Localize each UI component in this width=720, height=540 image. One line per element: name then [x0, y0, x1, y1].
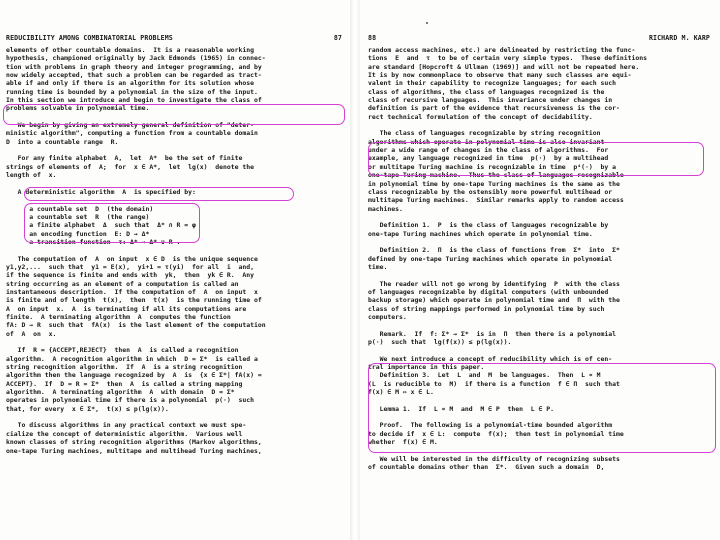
text-line: Definition 2. Π is the class of functions from Σ* into Σ* [368, 246, 620, 255]
text-line [368, 321, 716, 329]
text-line: Definition 1. P is the class of languages recognizable by [368, 221, 609, 230]
text-line: problems solvable in polynomial time. [6, 104, 150, 113]
text-line: ministic algorithm", computing a function from a countable domain [6, 129, 258, 138]
text-line: algorithm then the language recognized by A is {x ∈ Σ*| fA(x) = [6, 371, 262, 380]
text-line: known classes of string recognition algorithms (Markov algorithms, [6, 438, 262, 447]
text-line: Proof. The following is a polynomial-time bounded algorithm [368, 421, 613, 430]
text-line: one-tape Turing machines, multitape and multihead Turing machines, [6, 446, 262, 455]
text-line: The reader will not go wrong by identifying P with the class [368, 279, 620, 288]
text-line: example, any language recognized in time p(·) by a multihead [368, 154, 609, 163]
highlight-reducibility-definition [368, 363, 716, 453]
scan-speck [426, 22, 428, 24]
text-line: able if and only if there is an algorithm for its solution whose [6, 79, 255, 88]
text-line: D into a countable range R. [6, 137, 119, 146]
text-line: one-tape Turing machine. Thus the class of languages recognizable [368, 171, 624, 180]
text-line: random access machines, etc.) are delineated by restricting the func- [368, 46, 636, 54]
text-line: machines. [368, 204, 403, 213]
text-line: class of string mappings performed in polynomial time by such [368, 304, 605, 313]
text-line: running time is bounded by a polynomial in the size of the input. [6, 87, 258, 96]
text-line: of A on x. [6, 329, 57, 338]
book-gutter [350, 0, 360, 540]
text-line: ACCEPT}. If D = R = Σ* then A is called a string mapping [6, 379, 243, 388]
text-line: Definition 3. Let L and M be languages. Then L ∝ M [368, 371, 601, 380]
highlight-polynomial-class [3, 104, 345, 125]
highlight-deterministic-algorithm [24, 187, 294, 201]
right-page [360, 0, 720, 540]
text-line: definition is part of the evidence that recursiveness is the cor- [368, 104, 620, 113]
text-line: (L is reducible to M) if there is a function f ∈ Π such that [368, 379, 620, 388]
text-line: now widely accepted, that such a problem can be regarded as tract- [6, 71, 262, 80]
text-line: tral importance in this paper. [368, 363, 485, 372]
text-line: instantaneous description. If the computation of A on input x [6, 287, 258, 296]
text-line: strings of elements of A; for x ∈ A*, let lg(x) denote the [6, 162, 255, 171]
text-line: We will be interested in the difficulty of recognizing subsets [368, 454, 620, 463]
text-line: defined by one-tape Turing machines which operate in polynomial [368, 254, 613, 263]
text-line: It is by now commonplace to observe that many such classes are equi- [368, 71, 632, 80]
text-line: elements of other countable domains. It is a reasonable working [6, 46, 255, 54]
text-line: time. [368, 262, 388, 271]
text-line: The class of languages recognizable by string recognition [368, 129, 601, 138]
text-line: string recognition algorithm. If A is a string recognition [6, 363, 243, 372]
text-line: algorithm. A terminating algorithm A with domain D = Σ* [6, 388, 235, 397]
text-line: finite. A terminating algorithm A computes the function [6, 313, 231, 321]
text-line: We begin by giving an extremely general definition of "deter- [6, 121, 255, 130]
text-line [368, 271, 716, 279]
text-line: of languages recognizable by digital computers (with unbounded [368, 287, 609, 296]
text-line: one-tape Turing machines which operate in polynomial time. [368, 229, 593, 238]
text-line [368, 121, 716, 129]
text-line: backup storage) which operate in polynomial time and Π with the [368, 296, 620, 305]
text-line: length of x. [6, 171, 57, 180]
text-line: cialize the concept of deterministic algorithm. Various well [6, 429, 243, 438]
text-line: to decide if x ∈ L: compute f(x); then test in polynomial time [368, 429, 624, 438]
text-line: or multitape Turing machine is recognizable in time p⁴(·) by a [368, 162, 617, 171]
text-line: To discuss algorithms in any practical context we must spe- [6, 421, 247, 430]
text-line [6, 338, 344, 346]
left-page [0, 0, 350, 540]
text-line [368, 213, 716, 221]
text-line [368, 238, 716, 246]
text-line: We next introduce a concept of reducibility which is of cen- [368, 354, 613, 363]
text-line [368, 346, 716, 354]
text-line: y1,y2,... such that y1 = E(x), yi+1 = τ(yi) for all i and, [6, 262, 255, 271]
highlight-algorithm-components [24, 203, 200, 243]
text-line: that, for every x ∈ Σ*, t(x) ≤ p(lg(x)). [6, 404, 169, 413]
running-title: REDUCIBILITY AMONG COMBINATORIAL PROBLEMS [6, 34, 173, 42]
text-line: tions E and τ to be of certain very simple types. These definitions [368, 54, 648, 63]
text-line: a countable set R (the range) [6, 212, 150, 221]
text-line: multitape Turing machines. Similar remarks apply to random access [368, 196, 624, 205]
text-line: fA: D → R such that fA(x) is the last element of the computation [6, 321, 266, 330]
running-title: RICHARD M. KARP [648, 34, 710, 42]
text-line: string occurring as an element of a computation is called an [6, 279, 239, 288]
text-line: Remark. If f: Σ* → Σ* is in Π then there is a polynomial [368, 329, 617, 338]
text-line: In this section we introduce and begin to investigate the class of [6, 96, 262, 105]
text-line: class recognizable by the ostensibly more powerful multihead or [368, 187, 613, 196]
text-line: hypothesis, championed originally by Jack Edmonds (1965) in connec- [6, 54, 266, 63]
text-line: of countable domains other than Σ*. Given such a domain D, [368, 463, 605, 472]
text-line [6, 413, 344, 421]
text-line [6, 146, 344, 154]
text-line: algorithm. A recognition algorithm in which D = Σ* is called a [6, 354, 258, 363]
text-line: A deterministic algorithm A is specified by: [6, 187, 196, 196]
text-line [6, 246, 344, 254]
text-line: computers. [368, 313, 407, 321]
text-line: If R = {ACCEPT,REJECT} then A is called a recognition [6, 346, 239, 355]
text-line: operates in polynomial time if there is a polynomial p(·) such [6, 396, 255, 405]
text-line: are standard [Hopcroft & Ullman (1969)] and will not be repeated here. [368, 62, 640, 71]
text-line: class of recursive languages. This invariance under changes in [368, 96, 613, 105]
text-line: rect technical formulation of the concept of decidability. [368, 112, 593, 121]
text-line: is finite and of length t(x), then t(x) is the running time of [6, 296, 262, 305]
text-line: A on input x. A is terminating if all its computations are [6, 304, 247, 313]
text-line: algorithms which operate in polynomial time is also invariant [368, 137, 605, 146]
text-line: if the sequence is finite and ends with yk, then yk ∈ R. Any [6, 271, 255, 280]
text-line: a finite alphabet Δ such that Δ* ∩ R = φ [6, 221, 196, 230]
text-line: an encoding function E: D → Δ* [6, 229, 150, 238]
text-line: tion with problems in graph theory and integer programming, and by [6, 62, 262, 71]
text-line: p(·) such that lg(f(x)) ≤ p(lg(x)). [368, 338, 512, 347]
highlight-polynomial-invariance [368, 142, 704, 176]
text-line: under a wide range of changes in the class of algorithms. For [368, 146, 609, 155]
text-line: f(x) ∈ M ⇔ x ∈ L. [368, 388, 434, 397]
text-line: a countable set D (the domain) [6, 204, 154, 213]
text-line: in polynomial time by one-tape Turing machines is the same as the [368, 179, 620, 188]
text-line: whether f(x) ∈ M. [368, 438, 438, 447]
text-line: valent in their capability to recognize languages; for each such [368, 79, 617, 88]
text-line: The computation of A on input x ∈ D is the unique sequence [6, 254, 258, 263]
page-number: 88 [368, 34, 377, 42]
text-line: For any finite alphabet A, let A* be the set of finite [6, 154, 243, 163]
text-line: class of algorithms, the class of languages recognized is the [368, 87, 605, 96]
page-number: 87 [333, 34, 342, 42]
text-line: a transition function τ: Δ* → Δ* ∪ R . [6, 237, 181, 246]
text-line: Lemma 1. If L ∝ M and M ∈ P then L ∈ P. [368, 404, 555, 413]
